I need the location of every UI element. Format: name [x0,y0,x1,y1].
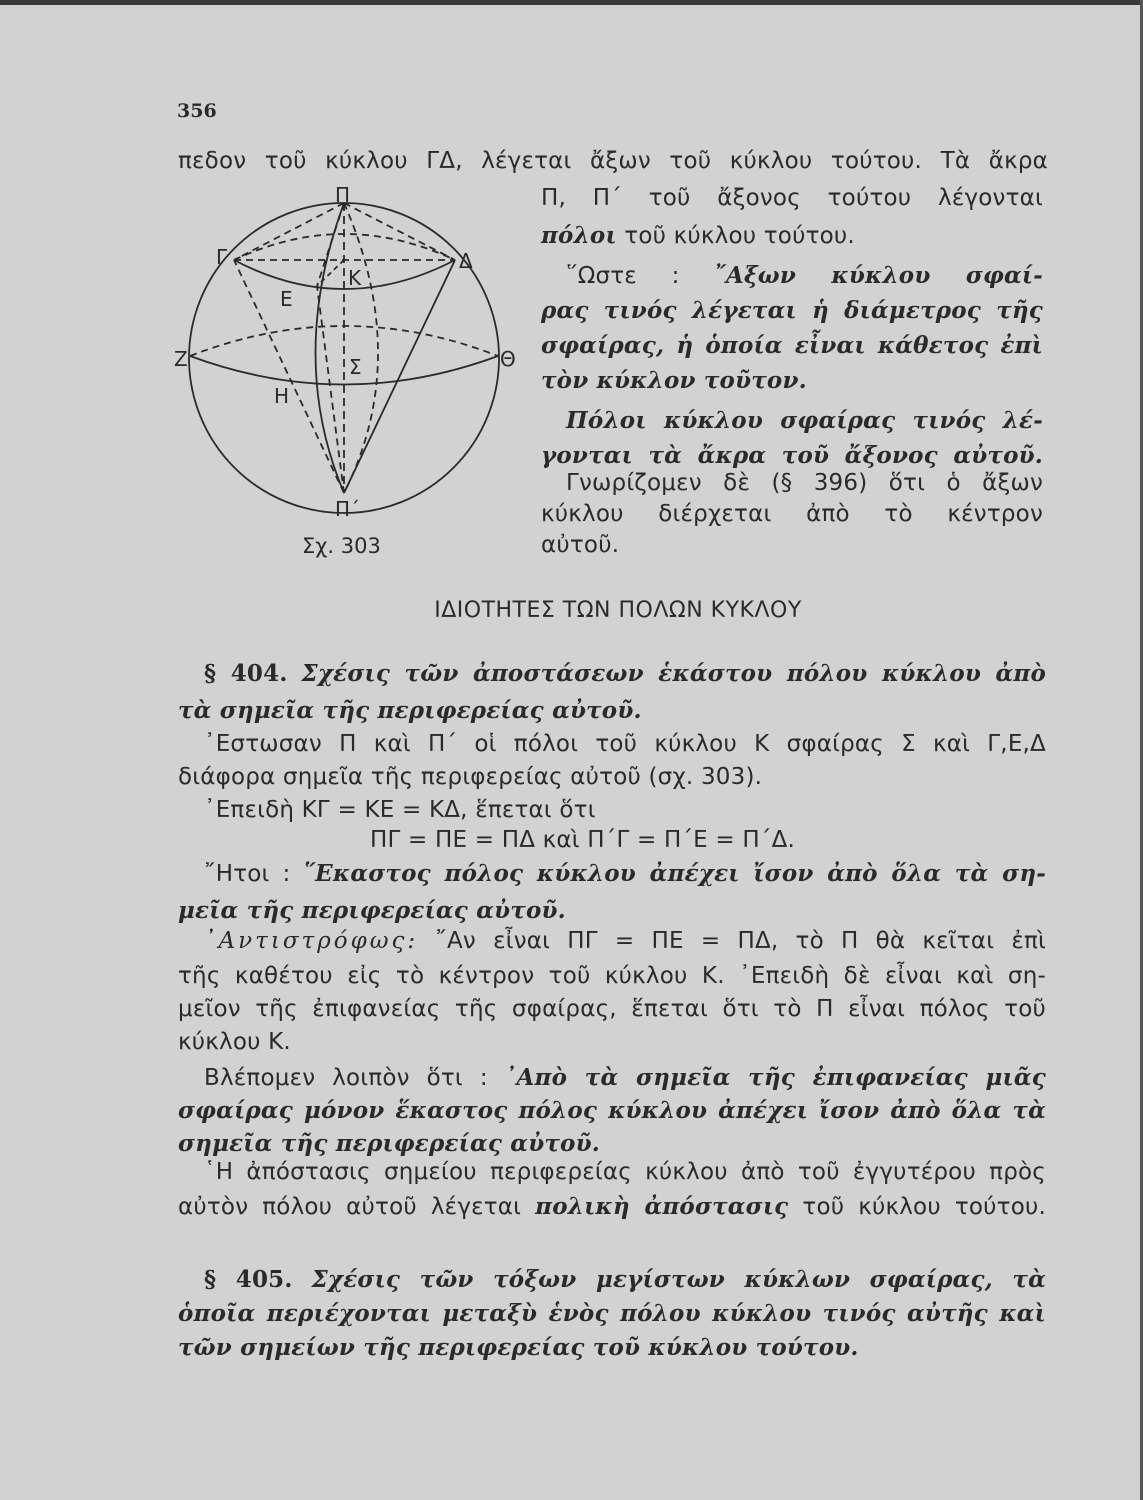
def1-line-4: τὸν κύκλον τοῦτον. [541,367,807,394]
s405-title-line-3: τῶν σημείων τῆς περιφερείας τοῦ κύκλου τούτου. [178,1334,859,1361]
def1-line-2: ρας τινός λέγεται ἡ διάμετρος τῆς [541,297,1043,324]
s404-p4-bold-1: ᾿Απὸ τὰ σημεῖα τῆς ἐπιφανείας μιᾶς [504,1064,1046,1091]
s405-title-line-2: ὁποῖα περιέχονται μεταξὺ ἑνὸς πόλου κύκλου τινός αὐτῆς καὶ [178,1300,1046,1327]
label-p: Π [335,183,351,207]
right-col-line-1: Π, Π΄ τοῦ ἄξονος τούτου λέγονται [541,185,1043,211]
page-number: 356 [177,100,217,122]
label-z: Ζ [174,347,188,371]
label-th: Θ [500,347,516,371]
page-edge-top [0,0,1143,5]
s404-p3-bold-1: ῞Εκαστος πόλος κύκλου ἀπέχει ἴσον ἀπὸ ὅλα τὰ ση- [303,860,1046,887]
s405-title-1: Σχέσις τῶν τόξων μεγίστων κύκλων σφαίρας, τὰ [311,1266,1046,1293]
s404-p3-line-2: μεῖα τῆς περιφερείας αὐτοῦ. [178,897,566,924]
label-p2: Π΄ [335,497,361,521]
section-heading: ΙΔΙΟΤΗΤΕΣ ΤΩΝ ΠΟΛΩΝ ΚΥΚΛΟΥ [434,598,802,623]
s404-p4-line-2: σφαίρας μόνον ἕκαστος πόλος κύκλου ἀπέχει ἴσον ἀπὸ ὅλα τὰ [178,1097,1046,1124]
s404-p5-post: τοῦ κύκλου τούτου. [802,1194,1047,1220]
label-g: Γ [216,245,228,269]
s404-conv-word: ᾿Αντιστρόφως: [204,928,419,954]
s404-title-line-2: τὰ σημεῖα τῆς περιφερείας αὐτοῦ. [178,697,642,724]
s404-p5-line-1: ῾Η ἀπόστασις σημείου περιφερείας κύκλου ἀπὸ τοῦ ἐγγυτέρου πρὸς [204,1159,1046,1185]
s404-p3-prefix: ῎Ητοι : [204,861,291,887]
line-p2e [317,286,344,493]
label-h: Η [274,384,290,408]
sphere-figure [172,183,516,568]
s404-conv-line-1 [204,928,1046,954]
known-line-3: αὐτοῦ. [541,532,620,558]
def1-line-1 [566,262,1043,289]
s404-p4-line-3: σημεῖα τῆς περιφερείας αὐτοῦ. [178,1130,600,1157]
s404-p5-pre: αὐτὸν πόλου αὐτοῦ λέγεται [178,1194,522,1220]
s404-p1-line-1: ᾿Εστωσαν Π καὶ Π΄ οἱ πόλοι τοῦ κύκλου Κ σφαίρας Σ καὶ Γ,Ε,Δ [204,731,1046,757]
s404-p5-line-2 [178,1193,1046,1220]
s404-conv-line-2: τῆς καθέτου εἰς τὸ κέντρον τοῦ κύκλου Κ. ᾿Επειδὴ δὲ εἶναι καὶ ση- [178,963,1046,989]
right-col-line-2: πόλοι τοῦ κύκλου τούτου. [541,222,855,249]
label-e: Ε [280,287,293,311]
def2-line-2: γονται τὰ ἄκρα τοῦ ἄξονος αὐτοῦ. [541,442,1043,469]
label-k: Κ [348,266,362,290]
s404-equation: ΠΓ = ΠΕ = ΠΔ καὶ Π΄Γ = Π΄Ε = Π΄Δ. [370,827,796,853]
s404-conv-line-4: κύκλου Κ. [178,1029,291,1055]
polar-distance-term: πολικὴ ἀπόστασις [535,1193,789,1220]
known-line-1: Γνωρίζομεν δὲ (§ 396) ὅτι ὁ ἄξων [566,470,1043,496]
s405-number: § 405. [204,1266,293,1293]
known-line-2: κύκλου διέρχεται ἀπὸ τὸ κέντρον [541,501,1043,527]
s404-number: § 404. [204,660,288,687]
line-pd [344,203,455,260]
sphere-diagram [172,183,516,568]
s404-p4-prefix: Βλέπομεν λοιπὸν ὅτι : [204,1065,488,1091]
top-line: πεδον τοῦ κύκλου ΓΔ, λέγεται ἄξων τοῦ κύκλου τούτου. Τὰ ἄκρα [178,148,1048,174]
s404-p1-line-2: διάφορα σημεῖα τῆς περιφερείας αὐτοῦ (σχ. 303). [178,764,763,790]
def1-line-3: σφαίρας, ἡ ὁποία εἶναι κάθετος ἐπὶ [541,332,1043,359]
s404-p4-line-1 [204,1064,1046,1091]
s404-conv-text-1: ῎Αν εἶναι ΠΓ = ΠΕ = ΠΔ, τὸ Π θὰ κεῖται ἐπὶ [435,928,1046,954]
s404-p3-line-1 [204,860,1046,887]
s405-title-line-1 [204,1266,1046,1293]
meridian-back [344,203,378,493]
meridian-front [316,203,345,493]
def2-line-1: Πόλοι κύκλου σφαίρας τινός λέ- [566,407,1043,434]
s404-conv-line-3: μεῖον τῆς ἐπιφανείας τῆς σφαίρας, ἕπεται ὅτι τὸ Π εἶναι πόλος τοῦ [178,996,1046,1022]
s404-p2: ᾿Επειδὴ ΚΓ = ΚΕ = ΚΔ, ἕπεται ὅτι [204,797,596,823]
def1-prefix: ῞Ωστε : [566,263,680,289]
def1-bold-1: ῎Αξων κύκλου σφαί- [714,262,1043,289]
s404-title-line-1 [204,660,1046,687]
figure-caption: Σχ. 303 [302,534,381,558]
s404-title-1: Σχέσις τῶν ἀποστάσεων ἑκάστου πόλου κύκλου ἀπὸ [301,660,1046,687]
label-d: Δ [459,249,473,273]
poles-term: πόλοι [541,222,617,249]
label-s: Σ [349,355,362,379]
